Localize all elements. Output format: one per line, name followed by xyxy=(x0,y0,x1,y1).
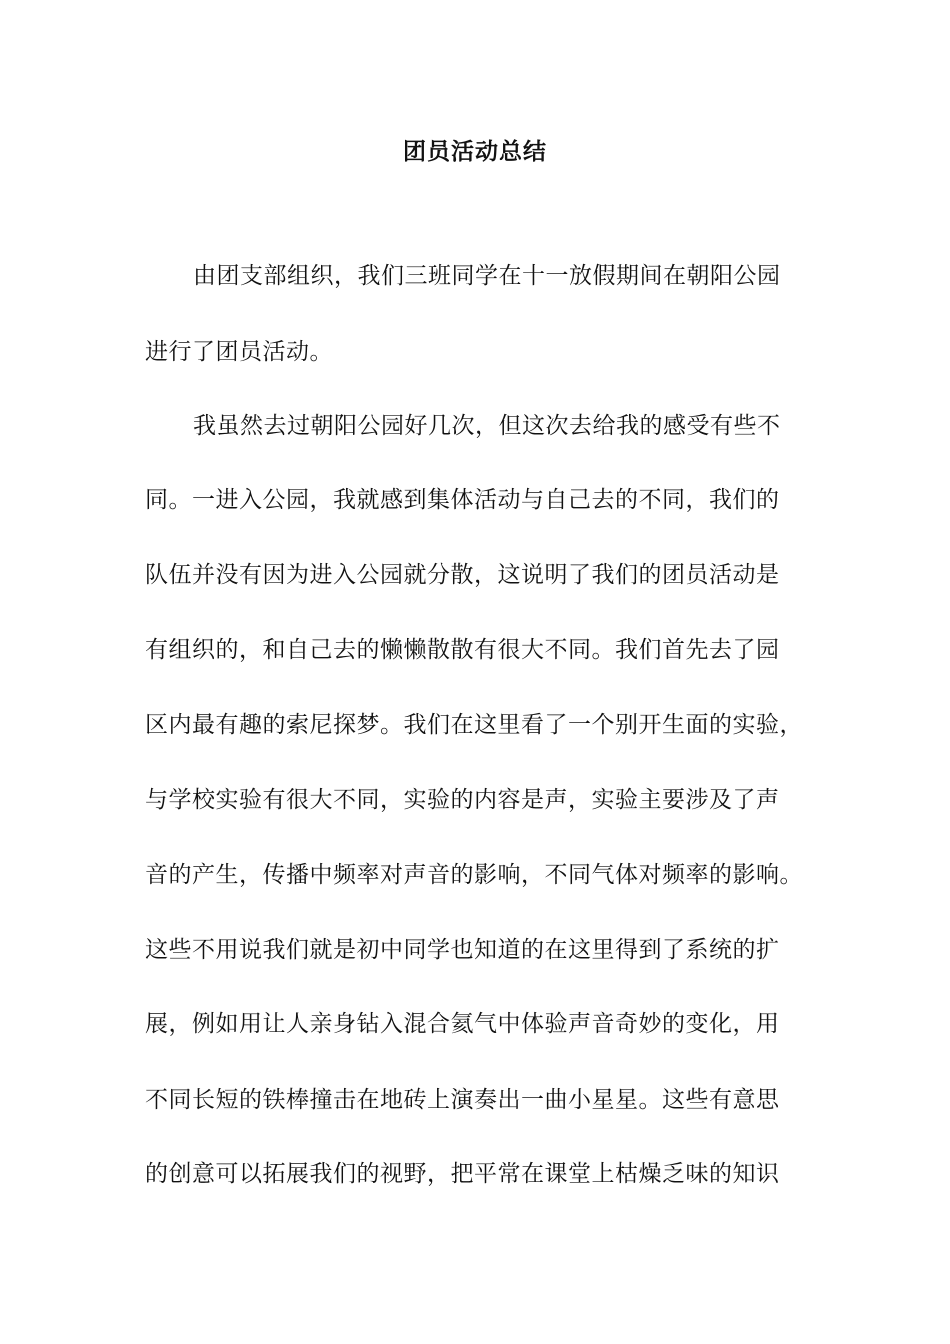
paragraph-2-line-9: 展，例如用让人亲身钻入混合氦气中体验声音奇妙的变化，用 xyxy=(145,1011,780,1037)
paragraph-2-line-2: 同。一进入公园，我就感到集体活动与自己去的不同，我们的 xyxy=(145,487,780,513)
paragraph-1-line-2: 进行了团员活动。 xyxy=(145,339,333,365)
paragraph-2-line-6: 与学校实验有很大不同，实验的内容是声，实验主要涉及了声 xyxy=(145,787,780,813)
paragraph-2-line-3: 队伍并没有因为进入公园就分散，这说明了我们的团员活动是 xyxy=(145,562,780,588)
paragraph-2-line-5: 区内最有趣的索尼探梦。我们在这里看了一个别开生面的实验， xyxy=(145,712,803,738)
paragraph-2-line-7: 音的产生，传播中频率对声音的影响，不同气体对频率的影响。 xyxy=(145,862,803,888)
paragraph-2-line-1: 我虽然去过朝阳公园好几次，但这次去给我的感受有些不 xyxy=(193,413,781,439)
paragraph-2-line-11: 的创意可以拓展我们的视野，把平常在课堂上枯燥乏味的知识 xyxy=(145,1161,780,1187)
paragraph-2-line-10: 不同长短的铁棒撞击在地砖上演奏出一曲小星星。这些有意思 xyxy=(145,1087,780,1113)
document-title: 团员活动总结 xyxy=(403,139,547,165)
paragraph-2-line-4: 有组织的，和自己去的懒懒散散有很大不同。我们首先去了园 xyxy=(145,637,780,663)
paragraph-2-line-8: 这些不用说我们就是初中同学也知道的在这里得到了系统的扩 xyxy=(145,937,780,963)
paragraph-1-line-1: 由团支部组织，我们三班同学在十一放假期间在朝阳公园 xyxy=(193,263,781,289)
